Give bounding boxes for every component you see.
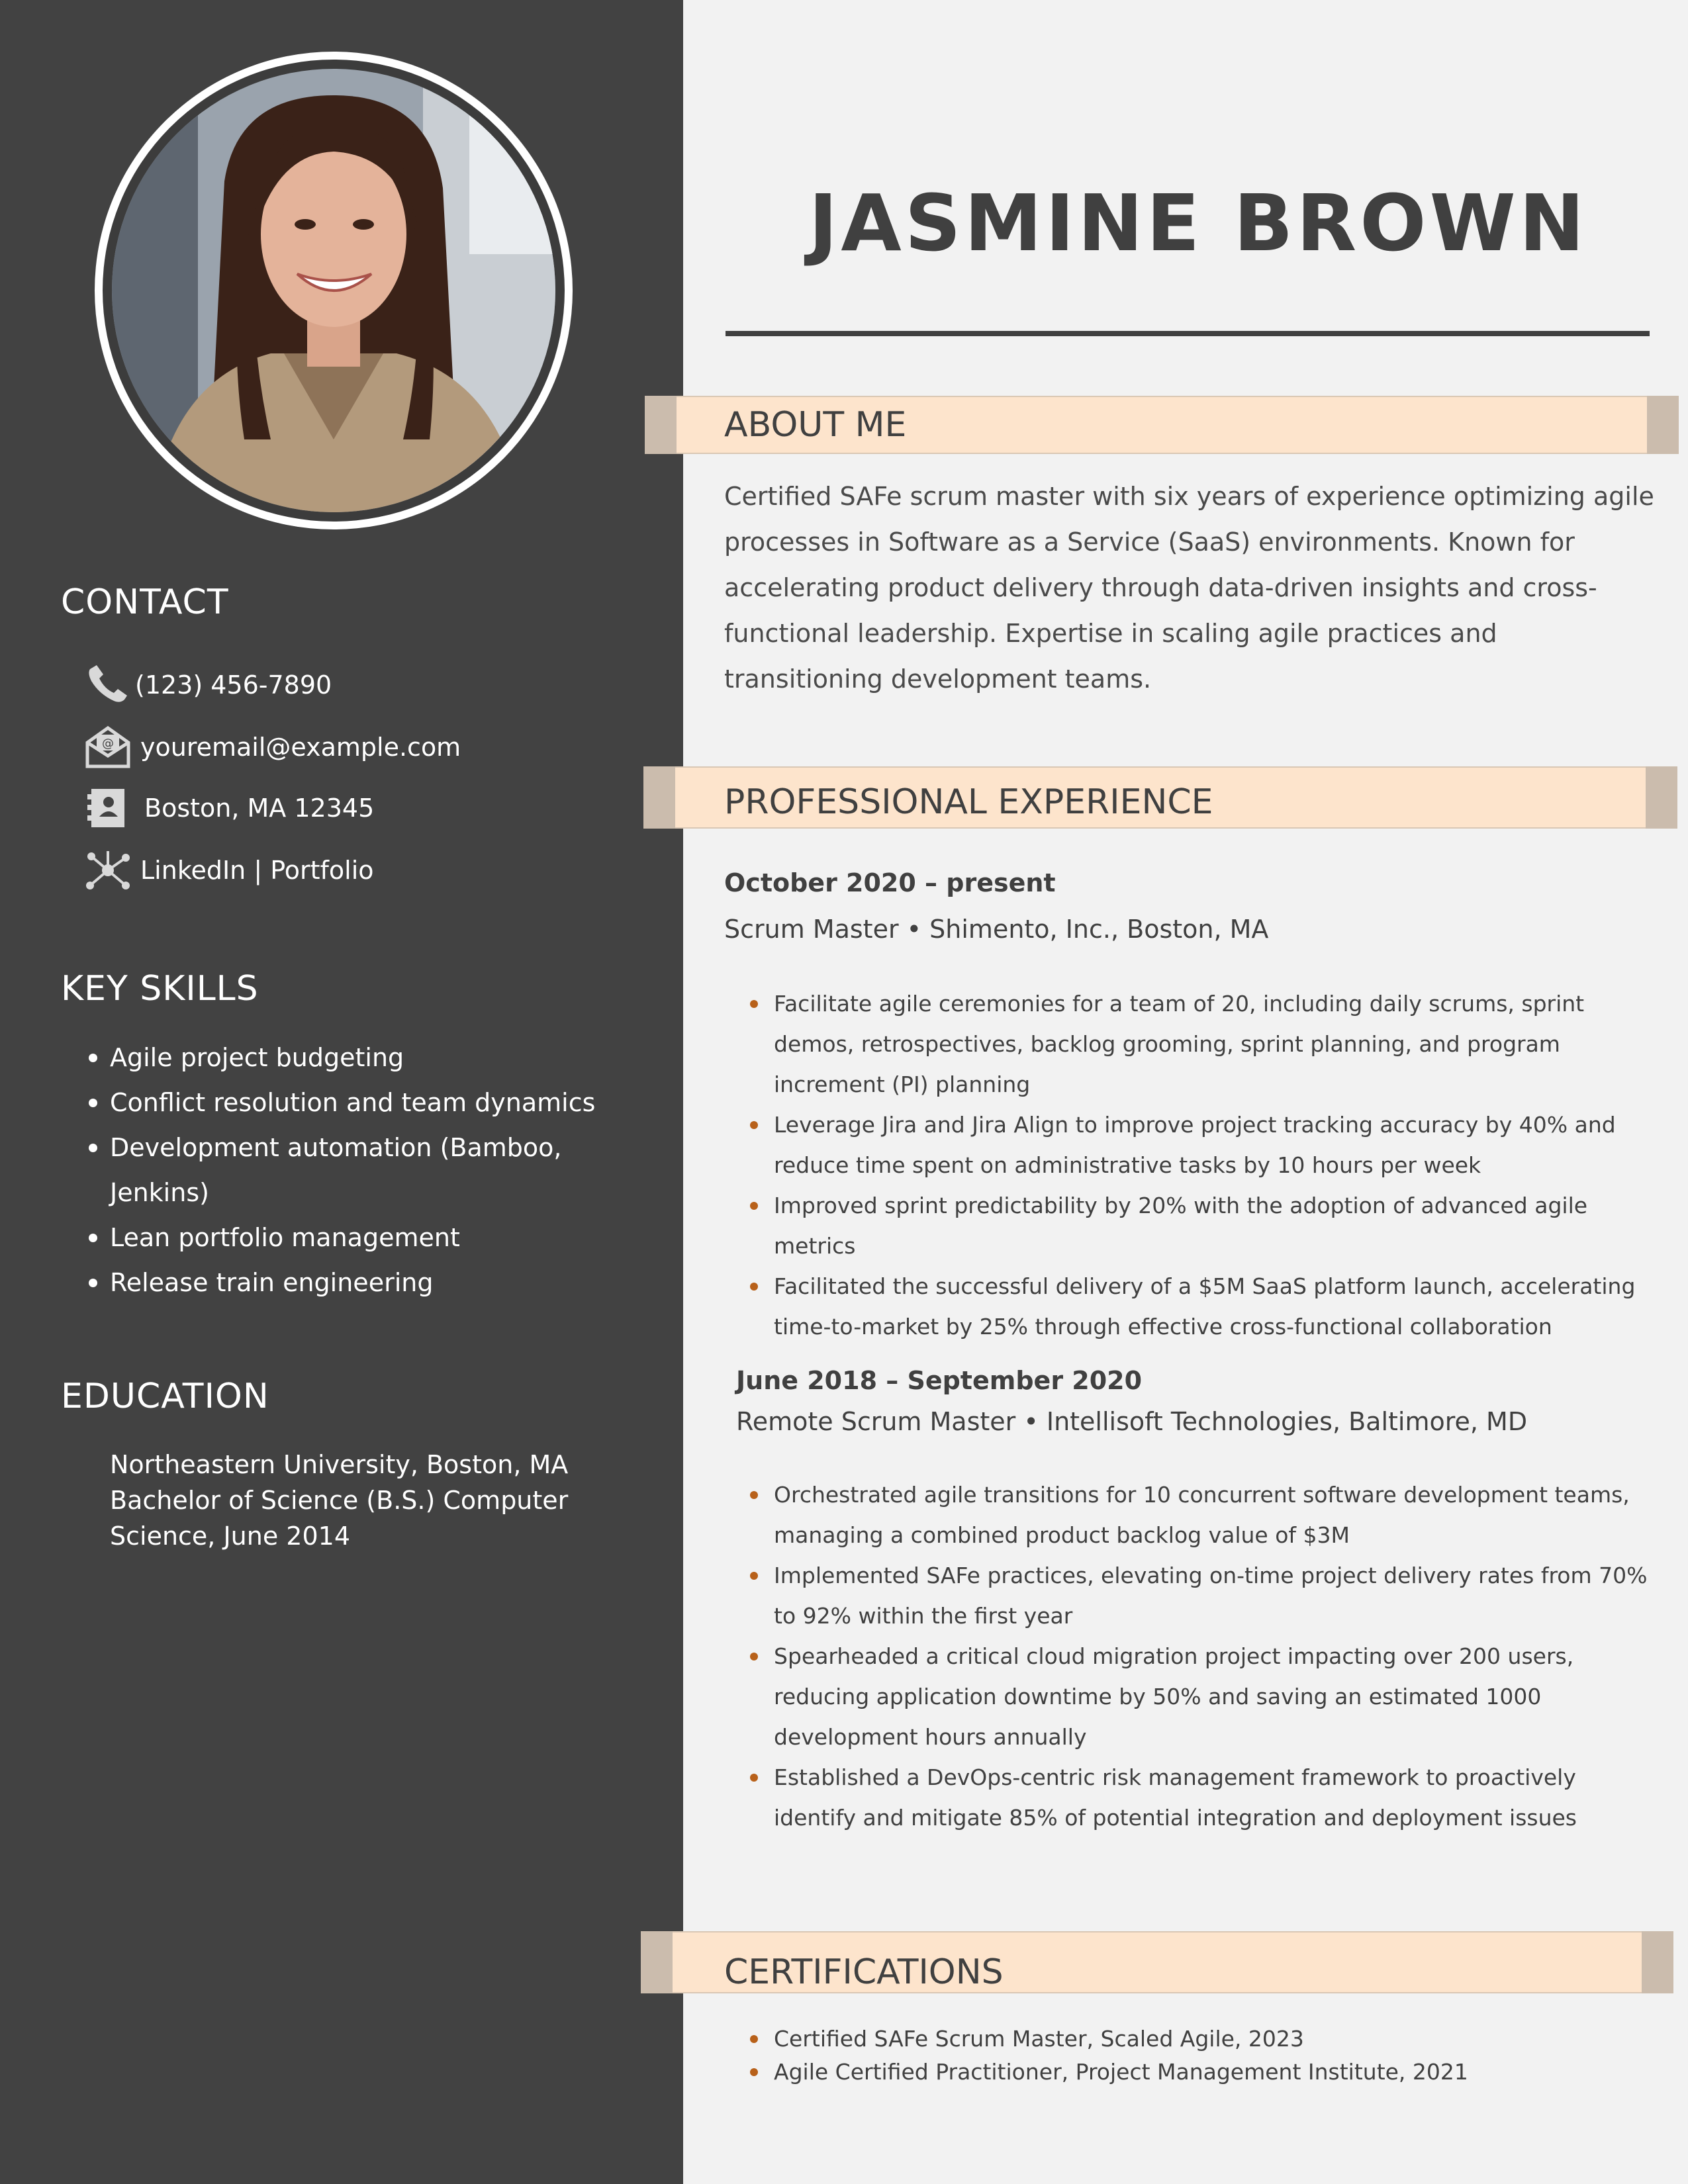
- links-text[interactable]: LinkedIn | Portfolio: [140, 856, 374, 885]
- candidate-name: JASMINE BROWN: [808, 177, 1588, 269]
- address-text: Boston, MA 12345: [144, 794, 375, 823]
- address-book-icon: [85, 785, 135, 831]
- job-bullet: Facilitated the successful delivery of a $5M SaaS platform launch, accelerating time-to-market by 25% through effective cross-functional collaboration: [749, 1266, 1663, 1347]
- job-bullet: Implemented SAFe practices, elevating on-time project delivery rates from 70% to 92% within the first year: [749, 1555, 1663, 1636]
- certifications-heading: CERTIFICATIONS: [724, 1952, 1004, 1992]
- svg-text:@: @: [102, 737, 114, 751]
- profile-photo: [112, 69, 555, 512]
- skill-item: Release train engineering: [85, 1260, 628, 1305]
- job-dates: October 2020 – present: [724, 868, 1056, 897]
- job-bullet: Established a DevOps-centric risk management framework to proactively identify and mitigate 85% of potential integration and deployment issues: [749, 1757, 1663, 1838]
- network-icon: [85, 847, 135, 893]
- education-degree: Bachelor of Science (B.S.) Computer Science, June 2014: [110, 1486, 569, 1551]
- certification-item: Agile Certified Practitioner, Project Management Institute, 2021: [749, 2056, 1663, 2089]
- certifications-list: [749, 2023, 1663, 2089]
- about-heading: ABOUT ME: [724, 405, 907, 445]
- email-address: youremail@example.com: [140, 733, 461, 762]
- skill-item: Conflict resolution and team dynamics: [85, 1080, 628, 1125]
- education-entry: [110, 1447, 613, 1554]
- email-icon: [85, 724, 135, 770]
- contact-links: [85, 847, 374, 893]
- job-bullets: [749, 983, 1663, 1347]
- education-heading: EDUCATION: [61, 1377, 269, 1416]
- job-bullet: Orchestrated agile transitions for 10 concurrent software development teams, managing a combined product backlog value of $3M: [749, 1475, 1663, 1555]
- contact-phone: [85, 662, 332, 708]
- skills-heading: KEY SKILLS: [61, 969, 259, 1009]
- skills-list: [85, 1035, 628, 1305]
- job-bullets: [749, 1475, 1663, 1838]
- phone-number: (123) 456-7890: [135, 670, 332, 700]
- skill-item: Agile project budgeting: [85, 1035, 628, 1080]
- experience-heading: PROFESSIONAL EXPERIENCE: [724, 782, 1213, 822]
- job-role: Remote Scrum Master • Intellisoft Technologies, Baltimore, MD: [736, 1407, 1528, 1436]
- job-dates: June 2018 – September 2020: [736, 1366, 1143, 1395]
- certification-item: Certified SAFe Scrum Master, Scaled Agile, 2023: [749, 2023, 1663, 2056]
- contact-email: [85, 724, 461, 770]
- profile-photo-frame: [95, 52, 573, 529]
- job-bullet: Spearheaded a critical cloud migration project impacting over 200 users, reducing application downtime by 50% and saving an estimated 1000 development hours annually: [749, 1636, 1663, 1757]
- phone-icon: [85, 662, 135, 708]
- contact-address: [85, 785, 374, 831]
- contact-heading: CONTACT: [61, 582, 229, 622]
- job-role: Scrum Master • Shimento, Inc., Boston, MA: [724, 915, 1269, 944]
- job-bullet: Facilitate agile ceremonies for a team of 20, including daily scrums, sprint demos, retrospectives, backlog grooming, sprint planning, and program increment (PI) planning: [749, 983, 1663, 1105]
- skill-item: Development automation (Bamboo, Jenkins): [85, 1125, 573, 1215]
- skill-item: Lean portfolio management: [85, 1215, 628, 1260]
- about-text: Certified SAFe scrum master with six years of experience optimizing agile processes in Software as a Service (SaaS) environments. Known for accelerating product delivery through data-driven insights and cross-functional leadership. Expertise in scaling agile practices and transitioning development teams.: [724, 482, 1654, 694]
- job-bullet: Leverage Jira and Jira Align to improve project tracking accuracy by 40% and reduce time spent on administrative tasks by 10 hours per week: [749, 1105, 1663, 1185]
- name-divider: [726, 331, 1650, 336]
- sidebar: [0, 0, 683, 2184]
- education-school: Northeastern University, Boston, MA: [110, 1450, 569, 1479]
- job-bullet: Improved sprint predictability by 20% with the adoption of advanced agile metrics: [749, 1185, 1663, 1266]
